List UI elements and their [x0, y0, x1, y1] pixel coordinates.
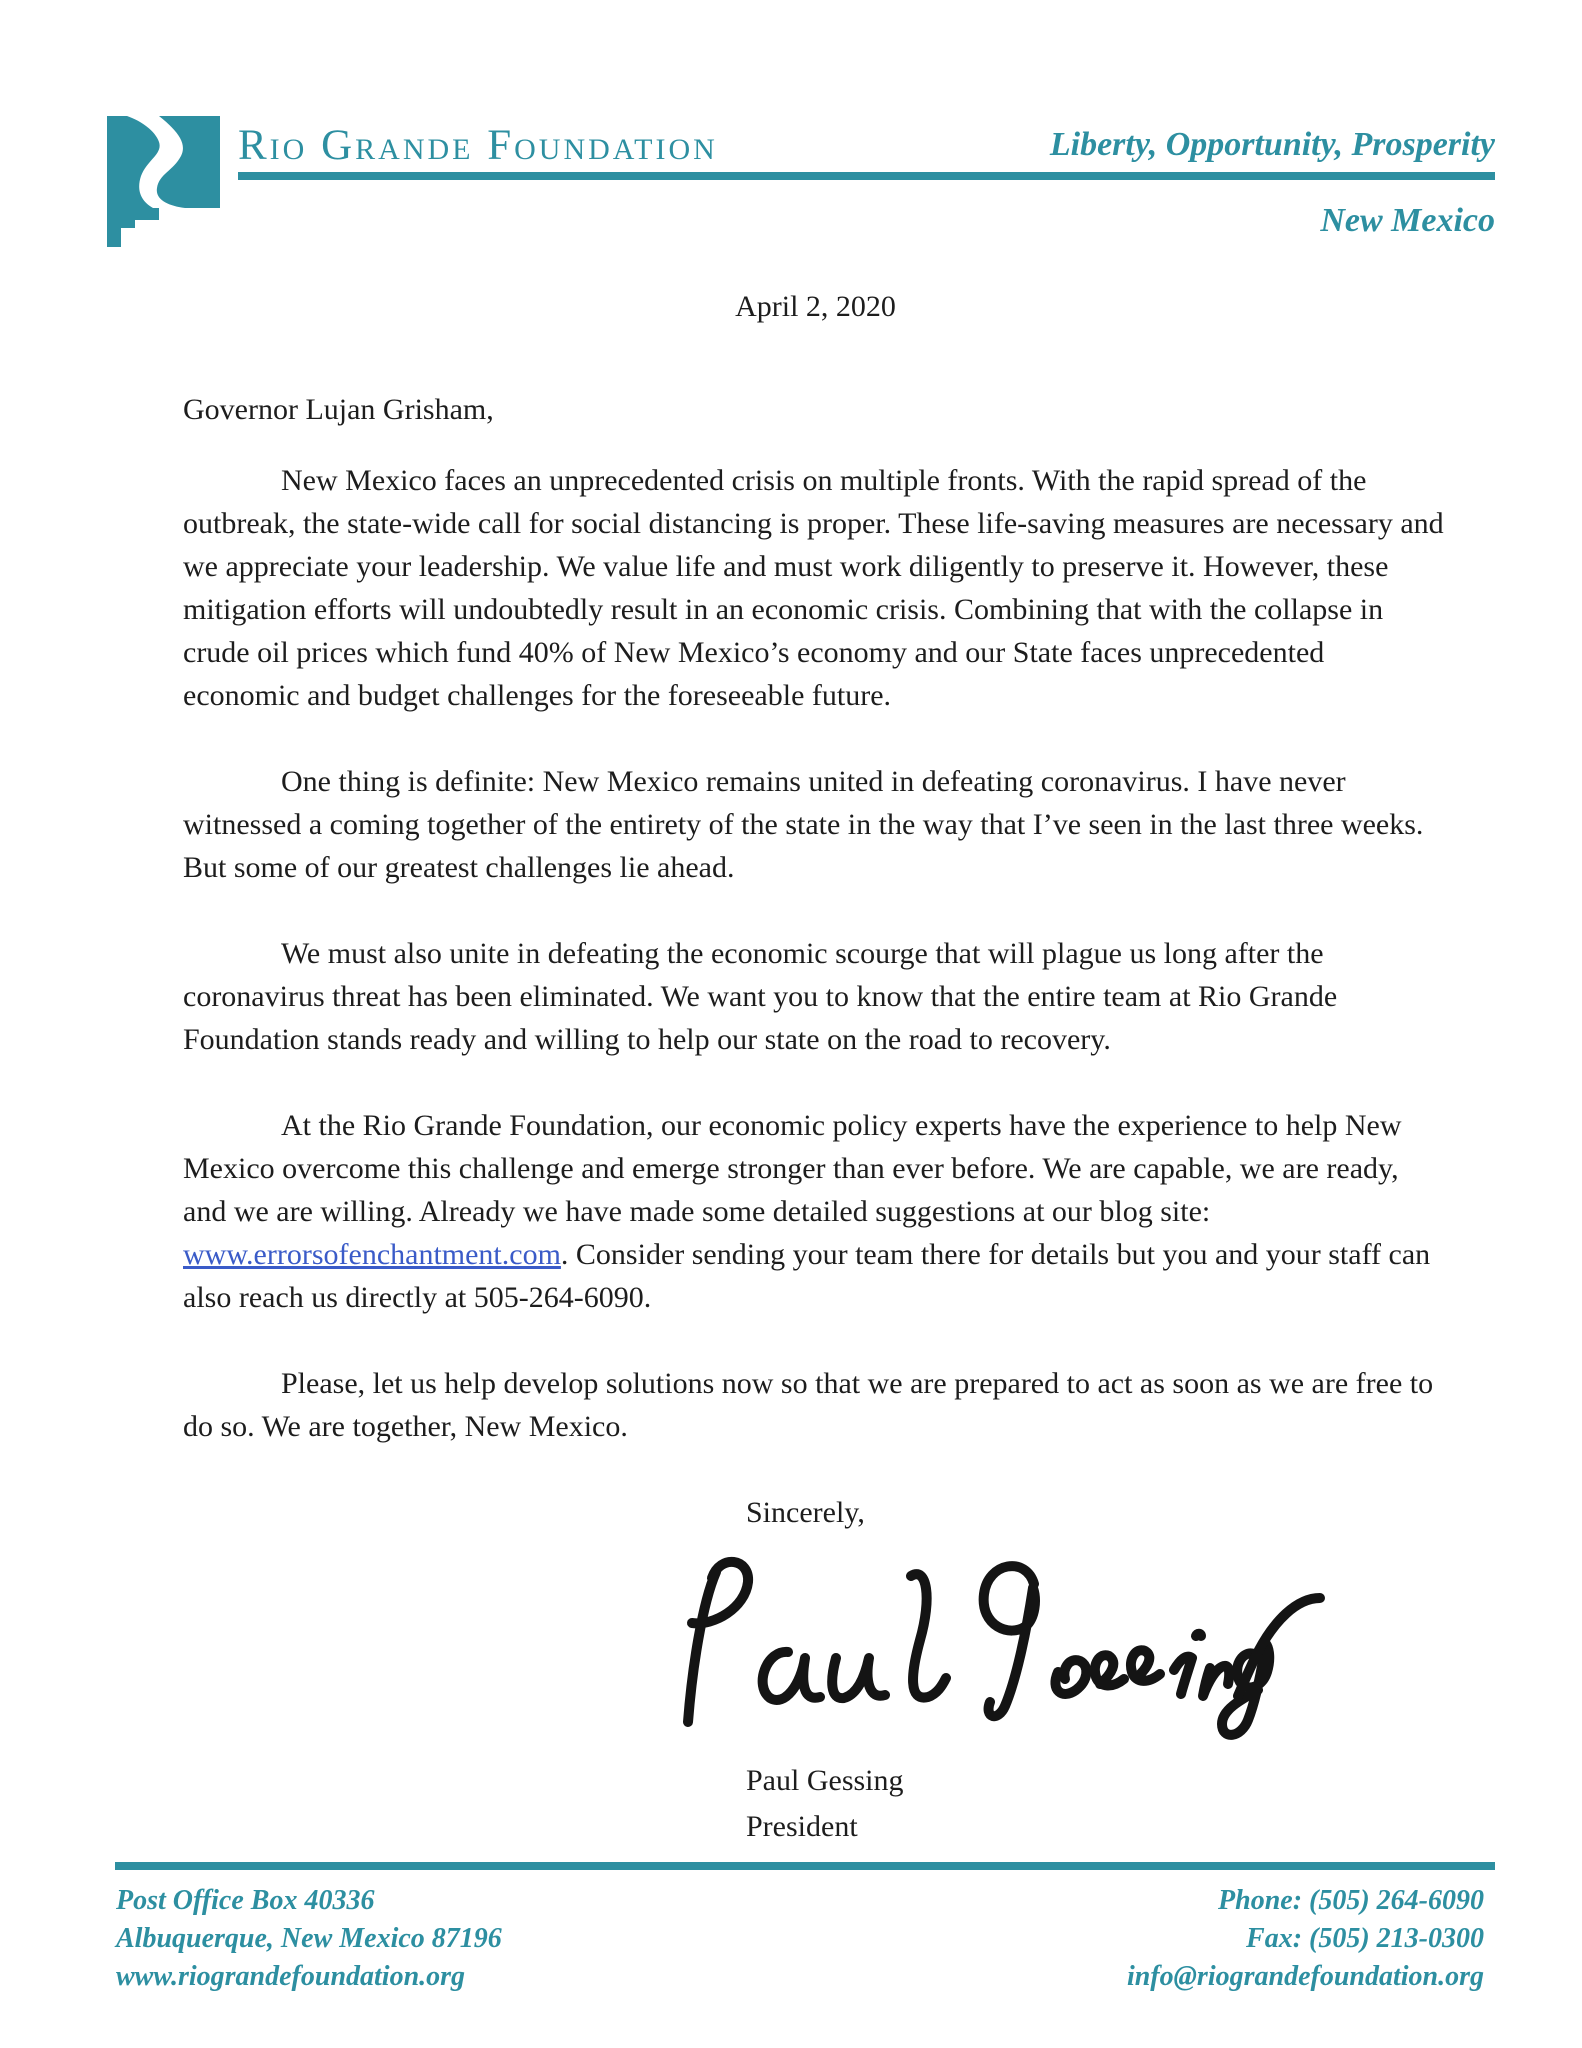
footer-contact-block — [1127, 1882, 1484, 1996]
paragraph-5: Please, let us help develop solutions now so that we are prepared to act as soon as we are free to do so. We are together, New Mexico. — [183, 1367, 1434, 1443]
paragraph-1: New Mexico faces an unprecedented crisis on multiple fronts. With the rapid spread of the outbreak, the state-wide call for social distancing is proper. These life-saving measures are necessary and we appreciate your leadership. We value life and must work diligently to preserve it. However, these mitigation efforts will undoubtedly result in an economic crisis. Combining that with the collapse in crude oil prices which fund 40% of New Mexico’s economy and our State faces unprecedented economic and budget challenges for the foreseeable future. — [183, 464, 1444, 712]
footer-city: Albuquerque, New Mexico 87196 — [116, 1923, 502, 1954]
signer-name: Paul Gessing — [746, 1764, 904, 1797]
letter-body — [183, 285, 1448, 1850]
closing-block — [746, 1491, 1448, 1850]
tagline: Liberty, Opportunity, Prosperity — [1049, 126, 1495, 163]
paragraph-4 — [183, 1104, 1448, 1319]
paragraph-2: One thing is definite: New Mexico remains united in defeating coronavirus. I have never witnessed a coming together of the entirety of the state in the way that I’ve seen in the last three weeks. But some of our greatest challenges lie ahead. — [183, 765, 1424, 884]
paragraph-3: We must also unite in defeating the economic scourge that will plague us long after the coronavirus threat has been eliminated. We want you to know that the entire team at Rio Grande Foundation stands ready and willing to help our state on the road to recovery. — [183, 937, 1338, 1056]
new-mexico-river-logo-icon — [107, 116, 220, 247]
region-label: New Mexico — [1320, 202, 1495, 239]
handwritten-signature-image — [654, 1538, 1334, 1748]
date-line: April 2, 2020 — [735, 290, 896, 323]
salutation: Governor Lujan Grisham, — [183, 393, 494, 426]
paragraph-4-text-after-link: . Consider sending your team there for details but you and your staff can also reach us directly at 505-264-6090. — [183, 1238, 1431, 1314]
footer-phone: Phone: (505) 264-6090 — [1218, 1885, 1484, 1916]
footer-rule — [115, 1862, 1495, 1870]
footer-website: www.riograndefoundation.org — [116, 1961, 466, 1992]
footer-fax: Fax: (505) 213-0300 — [1246, 1923, 1484, 1954]
signer-title: President — [746, 1810, 858, 1843]
footer-po-box: Post Office Box 40336 — [116, 1885, 375, 1916]
header-rule — [238, 172, 1495, 180]
blog-site-link[interactable]: www.errorsofenchantment.com — [183, 1238, 561, 1271]
paragraph-4-text-before-link: At the Rio Grande Foundation, our economic policy experts have the experience to help New Mexico overcome this challenge and emerge stronger than ever before. We are capable, we are ready, and we are willing. Already we have made some detailed suggestions at our blog site: — [183, 1109, 1402, 1228]
footer-email: info@riograndefoundation.org — [1126, 1961, 1484, 1992]
footer-address-block — [116, 1882, 502, 1996]
org-name: Rio Grande Foundation — [238, 122, 718, 169]
closing-salutation: Sincerely, — [746, 1496, 865, 1529]
